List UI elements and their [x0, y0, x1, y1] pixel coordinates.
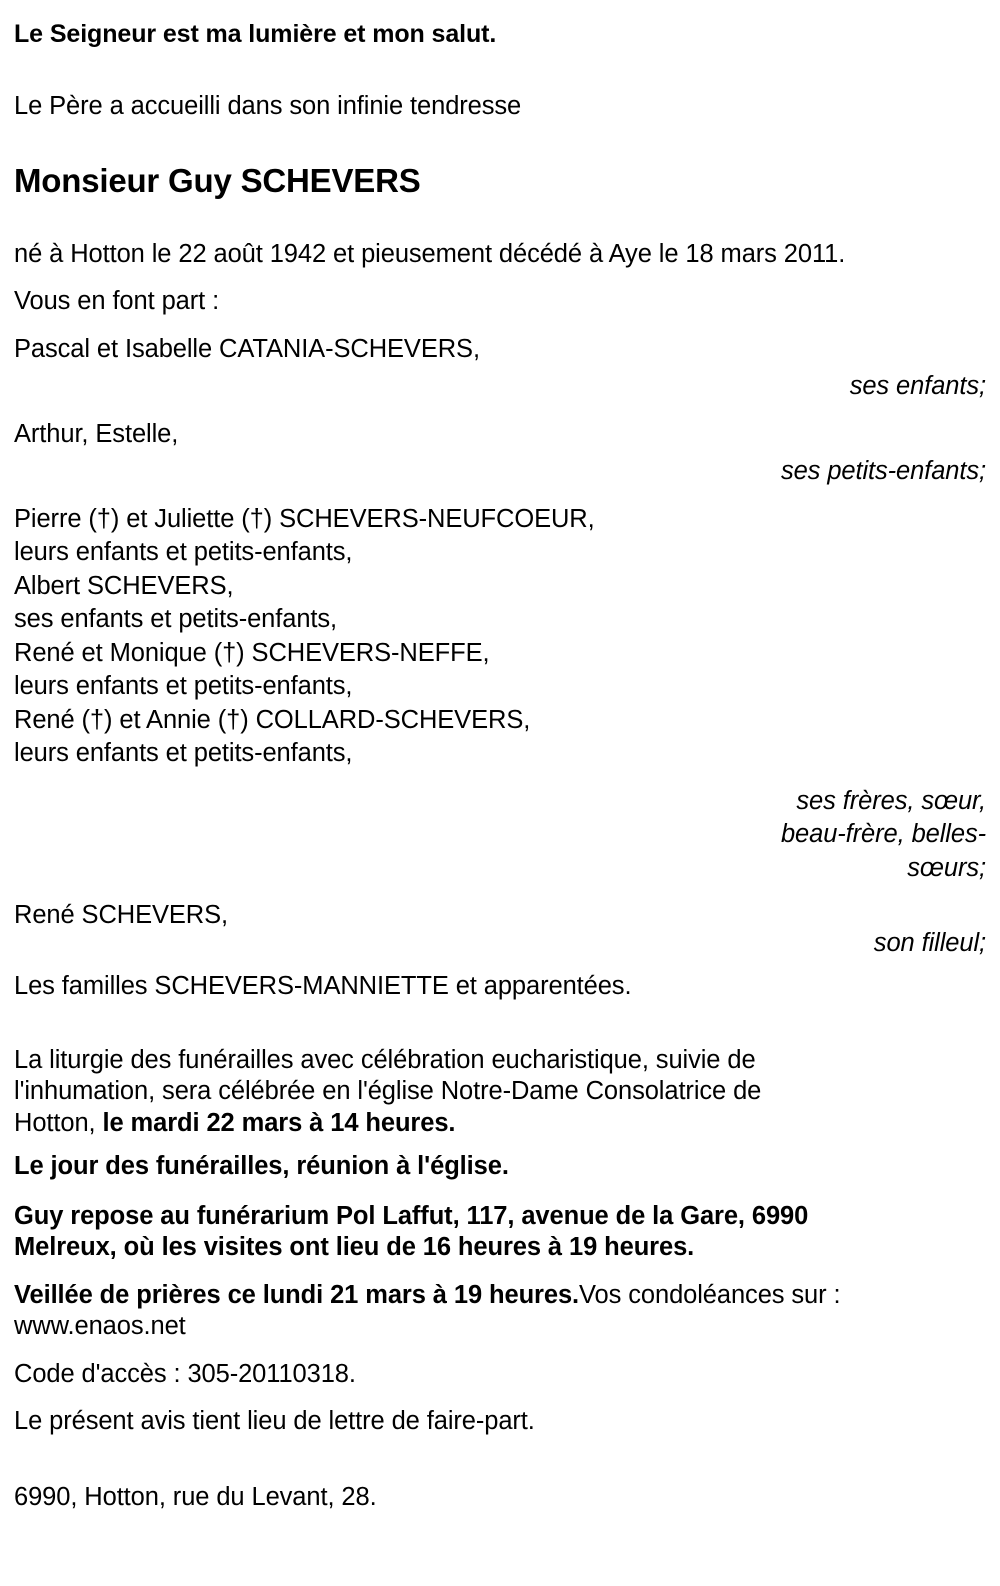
scripture-verse: Le Seigneur est ma lumière et mon salut.	[14, 20, 497, 48]
grandchildren-relation-note: ses petits-enfants;	[780, 457, 986, 485]
siblings-relation-note-line: ses frères, sœur,	[796, 786, 986, 815]
siblings-line: Albert SCHEVERS,	[14, 571, 234, 600]
deceased-name: Monsieur Guy SCHEVERS	[14, 161, 421, 199]
siblings-line: Pierre (†) et Juliette (†) SCHEVERS-NEUFCOEUR,	[14, 504, 595, 533]
siblings-line: leurs enfants et petits-enfants,	[14, 739, 353, 767]
siblings-relation-note	[14, 786, 986, 882]
address-line: 6990, Hotton, rue du Levant, 28.	[14, 1482, 377, 1511]
siblings-line: leurs enfants et petits-enfants,	[14, 538, 353, 566]
intro-text: Le Père a accueilli dans son infinie tendresse	[14, 92, 522, 120]
vigil-line	[14, 1280, 986, 1309]
condolences-url[interactable]: www.enaos.net	[14, 1312, 186, 1340]
birth-death-line: né à Hotton le 22 août 1942 et pieusement décédé à Aye le 18 mars 2011.	[14, 239, 846, 268]
gathering-notice: Le jour des funérailles, réunion à l'église.	[14, 1152, 509, 1180]
siblings-line: ses enfants et petits-enfants,	[14, 605, 338, 633]
condolences-label: Vos condoléances sur :	[579, 1280, 841, 1309]
liturgy-line-2: l'inhumation, sera célébrée en l'église Notre-Dame Consolatrice de	[14, 1077, 762, 1105]
godson-name: René SCHEVERS,	[14, 901, 229, 929]
godson-relation-note: son filleul;	[873, 928, 986, 957]
vigil-datetime: Veillée de prières ce lundi 21 mars à 19 heures.	[14, 1280, 580, 1309]
siblings-line: René et Monique (†) SCHEVERS-NEFFE,	[14, 638, 490, 667]
siblings-line: leurs enfants et petits-enfants,	[14, 672, 353, 700]
liturgy-paragraph	[14, 1045, 986, 1137]
announce-label: Vous en font part :	[14, 287, 220, 315]
liturgy-line-1: La liturgie des funérailles avec célébration eucharistique, suivie de	[14, 1045, 756, 1074]
access-code: Code d'accès : 305-20110318.	[14, 1359, 356, 1388]
vigil-paragraph	[14, 1280, 986, 1340]
related-families: Les familles SCHEVERS-MANNIETTE et apparentées.	[14, 972, 632, 1000]
siblings-block	[14, 504, 986, 767]
legal-notice: Le présent avis tient lieu de lettre de faire-part.	[14, 1407, 535, 1435]
siblings-line: René (†) et Annie (†) COLLARD-SCHEVERS,	[14, 705, 531, 734]
liturgy-line-3-prefix: Hotton,	[14, 1108, 103, 1137]
liturgy-line-3	[14, 1108, 986, 1137]
siblings-relation-note-line: beau-frère, belles-	[780, 820, 986, 848]
children-names: Pascal et Isabelle CATANIA-SCHEVERS,	[14, 334, 480, 363]
funerarium-line-2: Melreux, où les visites ont lieu de 16 heures à 19 heures.	[14, 1233, 695, 1261]
children-relation-note: ses enfants;	[849, 372, 986, 400]
siblings-relation-note-line: sœurs;	[907, 853, 986, 882]
funerarium-paragraph	[14, 1201, 986, 1261]
liturgy-datetime: le mardi 22 mars à 14 heures.	[102, 1108, 456, 1137]
funerarium-line-1: Guy repose au funérarium Pol Laffut, 117, avenue de la Gare, 6990	[14, 1201, 809, 1230]
grandchildren-names: Arthur, Estelle,	[14, 419, 179, 448]
